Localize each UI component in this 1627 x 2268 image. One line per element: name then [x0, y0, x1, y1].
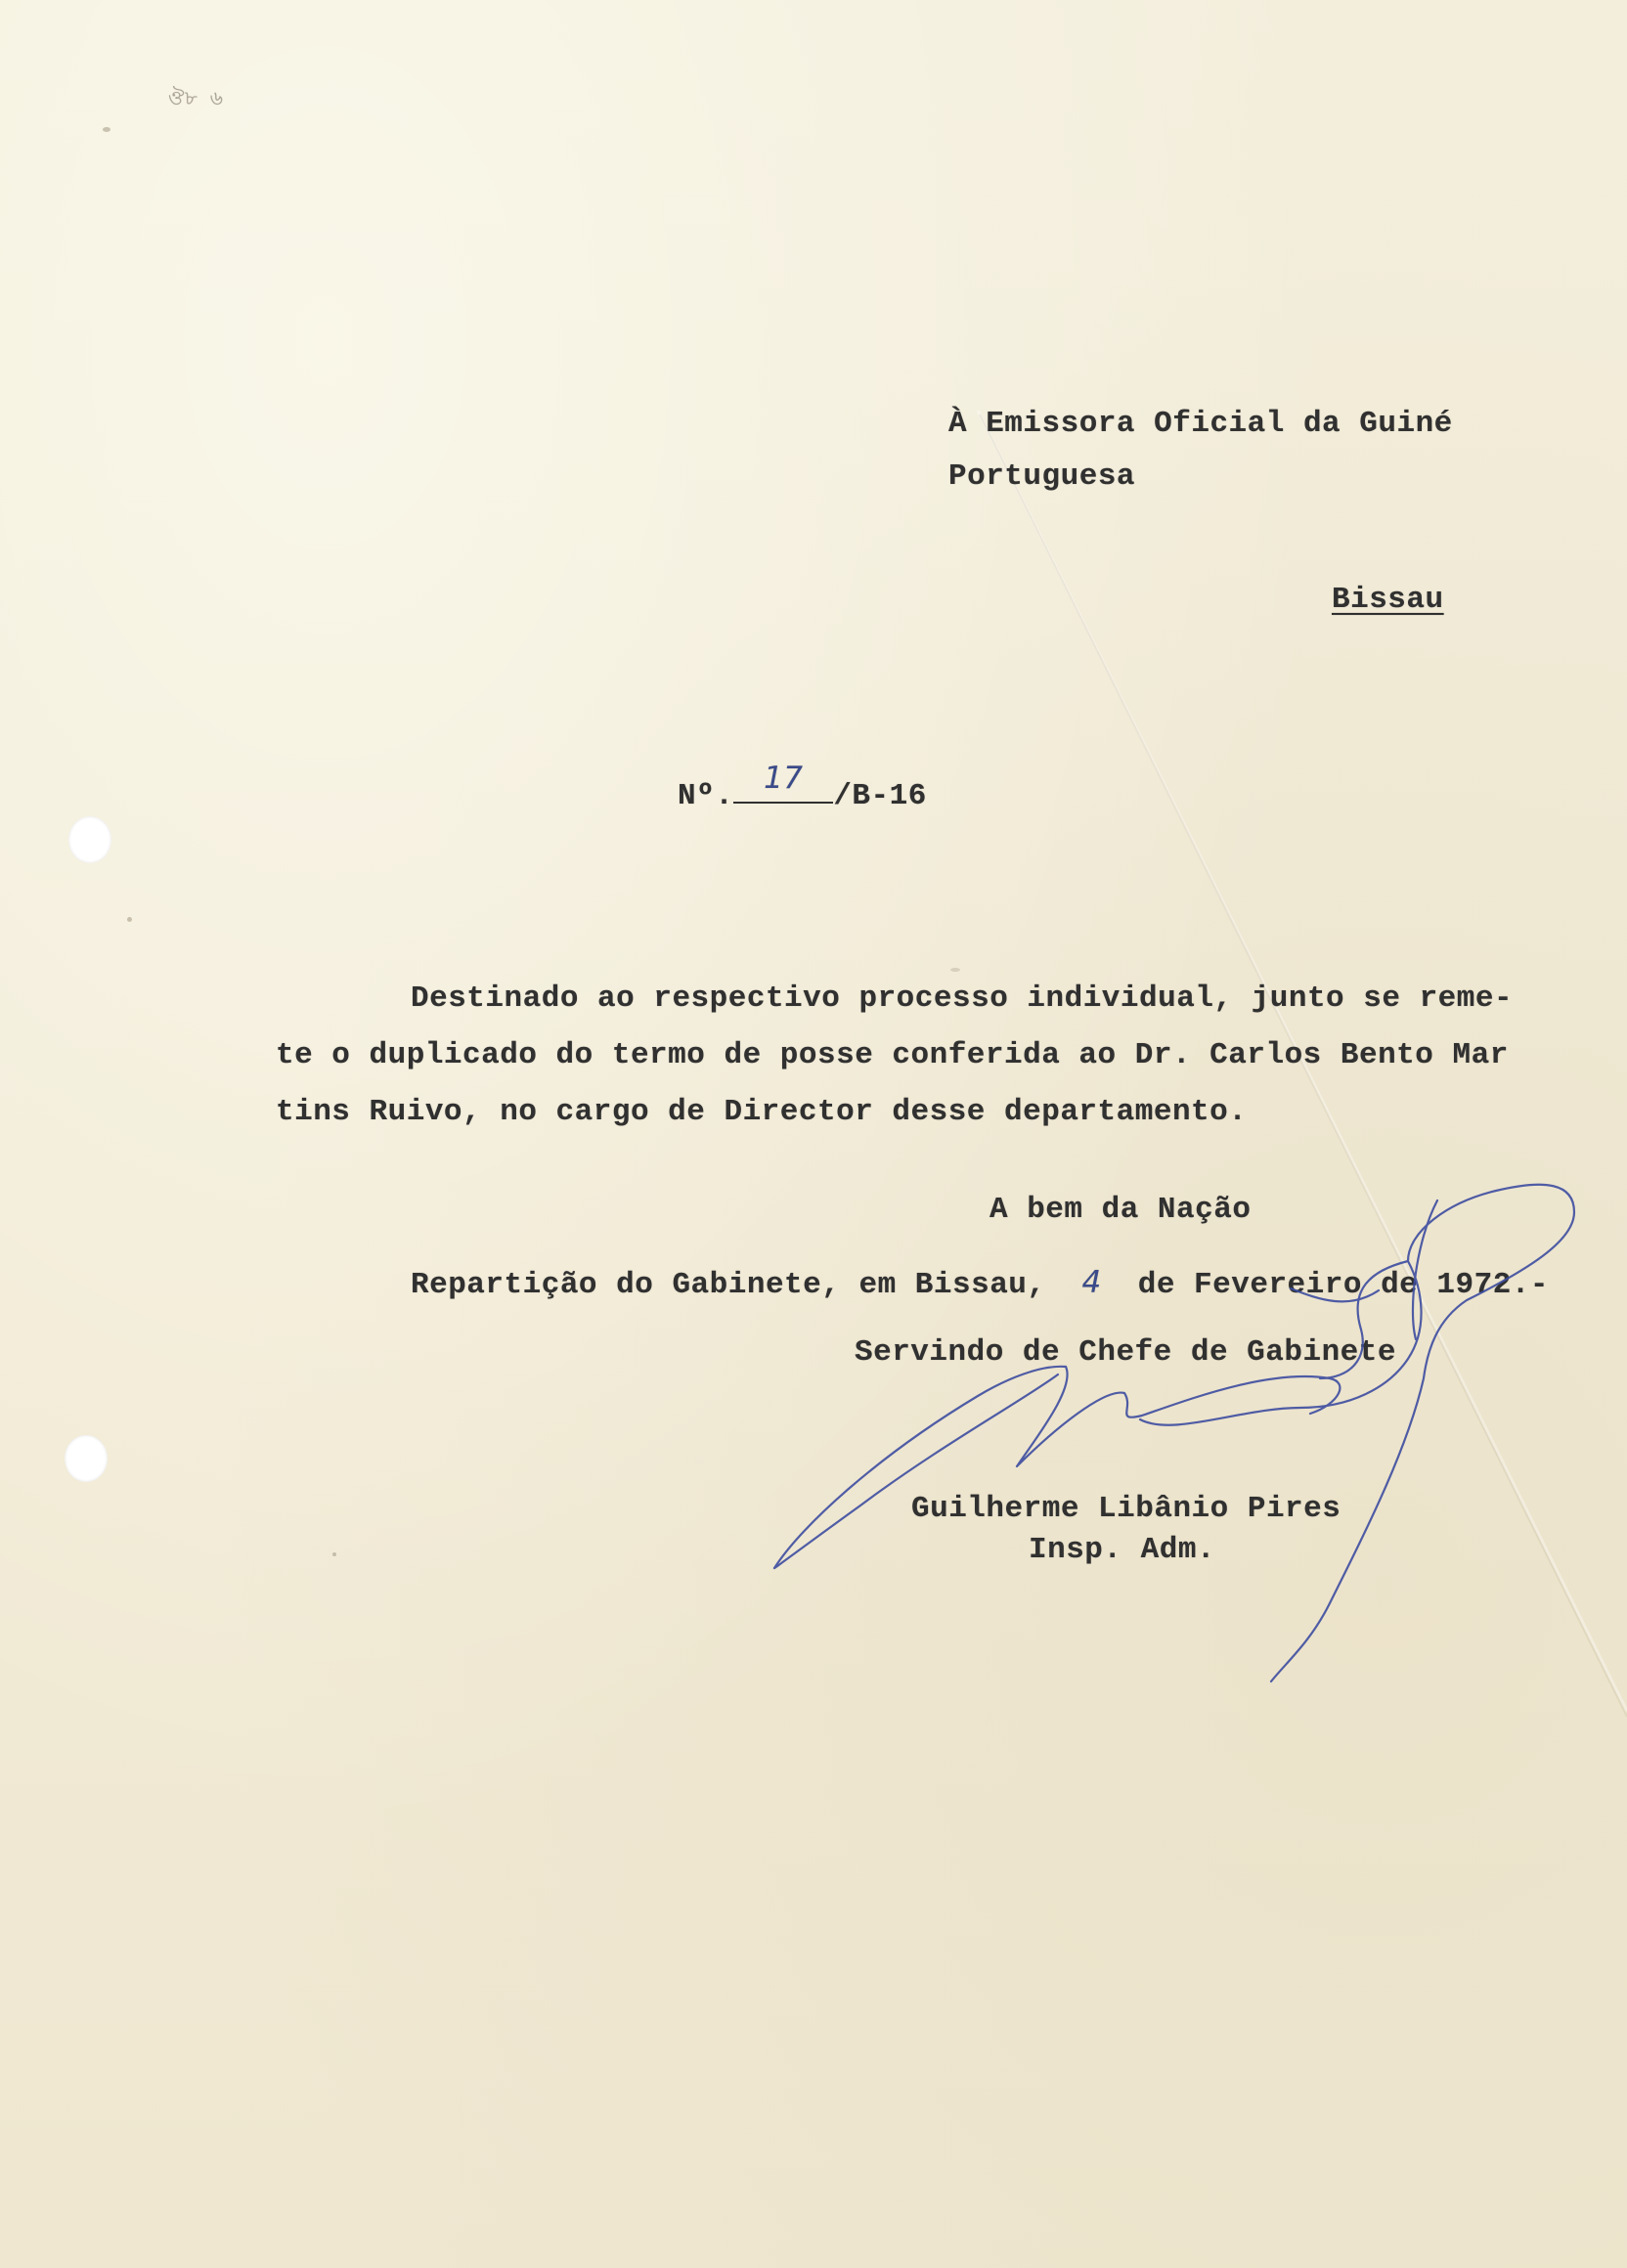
- recipient-line-1: À Emissora Oficial da Guiné: [948, 407, 1453, 441]
- punch-hole-top: [68, 816, 111, 863]
- reference-number-blank: [733, 761, 833, 804]
- paper-speck: [127, 917, 132, 922]
- paper-speck: [950, 968, 960, 972]
- punch-hole-bottom: [65, 1435, 108, 1482]
- signatory-role: Servindo de Chefe de Gabinete: [855, 1335, 1396, 1370]
- date-day-handwritten: 4: [1081, 1265, 1102, 1300]
- margin-pencil-note: ঔ৮ ৬: [168, 89, 224, 111]
- body-line-3: tins Ruivo, no cargo de Director desse departamento.: [276, 1095, 1248, 1129]
- reference-prefix: Nº.: [678, 779, 734, 813]
- body-line-2: te o duplicado do termo de posse conferida ao Dr. Carlos Bento Mar: [276, 1038, 1509, 1072]
- reference-suffix: /B-16: [833, 779, 927, 813]
- recipient-line-2: Portuguesa: [948, 459, 1136, 494]
- reference-number: [678, 761, 927, 813]
- paper-speck: [103, 127, 110, 132]
- closing-salutation: A bem da Nação: [989, 1193, 1252, 1227]
- recipient-city: Bissau: [1332, 583, 1444, 617]
- signatory-name: Guilherme Libânio Pires: [911, 1492, 1341, 1526]
- place-date-suffix: de Fevereiro de 1972.-: [1137, 1268, 1550, 1302]
- paper-speck: [332, 1552, 336, 1556]
- reference-number-handwritten: 17: [764, 761, 804, 796]
- place-and-date: [411, 1265, 1549, 1302]
- signatory-title: Insp. Adm.: [1029, 1533, 1216, 1567]
- place-date-prefix: Repartição do Gabinete, em Bissau,: [411, 1268, 1046, 1302]
- body-line-1: Destinado ao respectivo processo individual, junto se reme-: [411, 981, 1514, 1016]
